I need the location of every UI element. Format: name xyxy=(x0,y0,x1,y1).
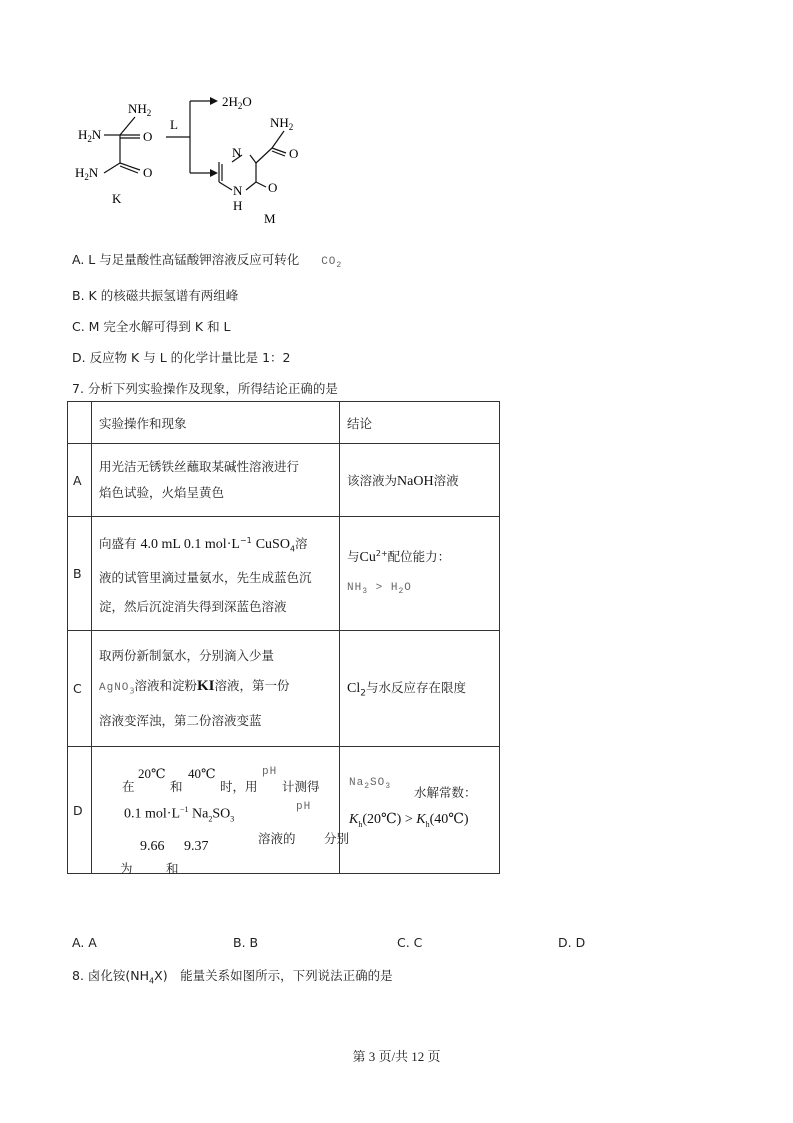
row-a-operation xyxy=(92,444,340,517)
molecule-k xyxy=(104,117,140,173)
row-b-operation xyxy=(92,517,340,631)
row-c-op-line1: 取两份新制氯水，分别滴入少量 xyxy=(99,647,275,663)
row-d-conclusion: $Na_2SO_3$ 水解常数： $K_h(20℃)$ > $K_h(40℃)$ xyxy=(340,747,500,874)
m-label: M xyxy=(264,211,276,226)
q6-option-b: B. K 的核磁共振氢谱有两组峰 xyxy=(72,288,239,303)
row-a-op-line1: 用光洁无锈铁丝蘸取某碱性溶液进行 xyxy=(99,459,300,474)
row-c-op-line2: AgNO$_3$溶液和淀粉KI溶液，第一份 xyxy=(99,677,290,696)
q6-option-c: C. M 完全水解可得到 K 和 L xyxy=(72,319,231,334)
page-footer: 第 3 页/共 12 页 xyxy=(352,1049,441,1064)
q7-stem: 7. 分析下列实验操作及现象，所得结论正确的是 xyxy=(72,381,338,396)
m-n-bottom: N xyxy=(233,183,243,198)
row-c-op-line3: 溶液变浑浊，第二份溶液变蓝 xyxy=(99,713,262,729)
row-a-formula: NaOH xyxy=(397,473,434,489)
arrow-head-down xyxy=(210,169,218,177)
m-nh2: $NH_2$ xyxy=(270,115,294,132)
q8-stem: 8. 卤化铵$(NH_4X)$ 能量关系如图所示，下列说法正确的是 xyxy=(72,968,393,986)
row-b-conclusion: 与$Cu^{2+}$配位能力： $NH_3 > H_2O$ xyxy=(340,517,500,631)
row-d-salt: $Na_2SO_3$ xyxy=(349,777,392,792)
row-a-op-line2: 焰色试验，火焰呈黄色 xyxy=(99,485,225,500)
k-o-bottom: O xyxy=(143,165,153,180)
k-h2n-left: $H_2N$ xyxy=(78,127,102,144)
table-row-d xyxy=(68,747,500,874)
m-o-amide: O xyxy=(289,146,299,161)
header-operation: 实验操作和现象 xyxy=(92,402,340,444)
row-a-conclusion: 该溶液为NaOH溶液 xyxy=(340,444,500,517)
row-b-op-line2: 液的试管里滴过量氨水，先生成蓝色沉 xyxy=(99,570,312,586)
q7-experiment-table xyxy=(67,401,500,874)
q6-option-a-formula: $CO_2$ xyxy=(321,256,343,271)
q6-option-a: A. L 与足量酸性高锰酸钾溶液反应可转化 $CO_2$ xyxy=(72,252,343,271)
row-b-ligand-compare: $NH_3 > H_2O$ xyxy=(347,582,412,597)
reagent-l: L xyxy=(170,117,178,132)
row-a-label: A xyxy=(68,444,92,517)
k-h2n-bottom: $H_2N$ xyxy=(75,165,99,182)
reaction-arrows xyxy=(166,101,210,173)
row-b-op-line3: 淀，然后沉淀消失得到深蓝色溶液 xyxy=(99,599,287,615)
header-blank xyxy=(68,402,92,444)
m-o-ring: O xyxy=(268,180,278,195)
header-conclusion: 结论 xyxy=(340,402,500,444)
q7-option-c: C. C xyxy=(397,935,423,950)
row-d-label: D xyxy=(68,747,92,874)
table-header-row xyxy=(68,402,500,444)
row-d-operation: 在 20℃ 和 40℃ 时，用 pH 计测得 0.1 $mol\cdot L^{-1}$ $Na_2SO_3$ pH 溶液的 分别 9.66 9.37 为 和 xyxy=(92,747,340,874)
arrow-head-up xyxy=(210,97,218,105)
table-row-b xyxy=(68,517,500,631)
row-b-op-line1: 向盛有 4.0 mL 0.1 $mol\cdot L^{-1}$ CuSO$_4$溶 xyxy=(99,535,308,554)
row-b-label: B xyxy=(68,517,92,631)
k-label: K xyxy=(112,191,122,206)
reaction-scheme xyxy=(60,85,320,235)
q7-option-a: A. A xyxy=(72,935,97,950)
m-h: H xyxy=(233,198,243,213)
row-c-conclusion: $Cl_2$与水反应存在限度 xyxy=(340,631,500,747)
q6-option-d: D. 反应物 K 与 L 的化学计量比是 1：2 xyxy=(72,350,291,365)
k-o-top: O xyxy=(143,129,153,144)
row-c-label: C xyxy=(68,631,92,747)
row-d-kh-expression: $K_h(20℃)$ > $K_h(40℃)$ xyxy=(349,812,469,829)
q7-option-d: D. D xyxy=(558,935,586,950)
table-row-c xyxy=(68,631,500,747)
product-water: $2H_2O$ xyxy=(222,94,252,111)
q7-option-b: B. B xyxy=(233,935,259,950)
table-row-a xyxy=(68,444,500,517)
row-c-operation xyxy=(92,631,340,747)
m-n-top: N xyxy=(232,145,242,160)
k-nh2-top: $NH_2$ xyxy=(128,101,152,118)
